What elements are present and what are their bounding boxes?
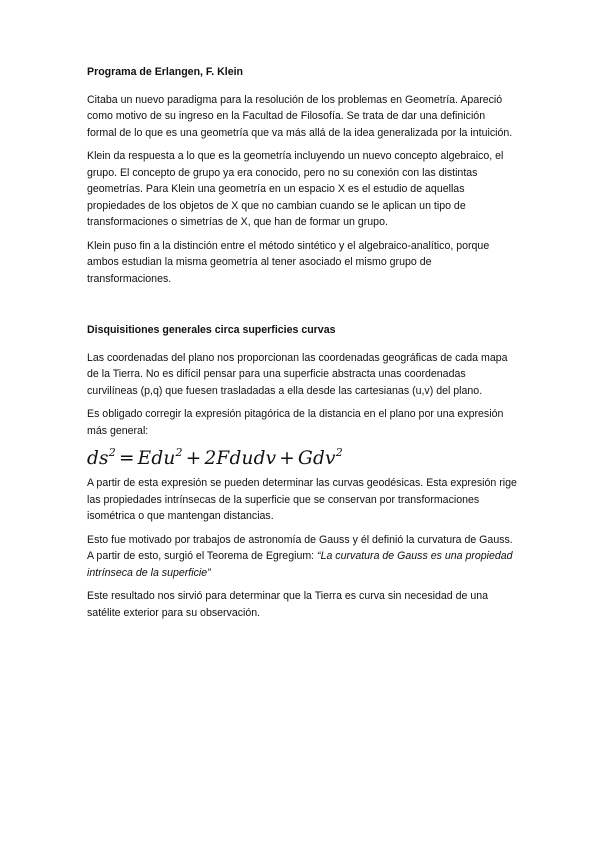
paragraph-klein-group: Klein da respuesta a lo que es la geometría incluyendo un nuevo concepto algebraico, el grupo. El concepto de grupo ya era conocido, pero no su conexión con las distintas geometrías. Para Klein una geometría en un espacio X es el estudio de aquellas propiedades de los objetos de X que no cambian cuando se le aplican un tipo de transformaciones o simetrías de X, que han de formar un grupo. bbox=[87, 150, 504, 228]
formula-equals: = bbox=[118, 448, 135, 469]
egregium-quote: “La curvatura de Gauss es una propiedad intrínseca de la superficie” bbox=[87, 550, 513, 579]
formula-exp-3: 2 bbox=[335, 446, 343, 459]
paragraph-paradigm: Citaba un nuevo paradigma para la resolución de los problemas en Geometría. Apareció como motivo de su ingreso en la Facultad de Filosofía. Se trata de dar una definición formal de lo que es una geometría que va más allá de la idea generalizada por la intuición. bbox=[87, 93, 513, 139]
formula-term-3: Gdv bbox=[298, 448, 336, 469]
paragraph-gauss-egregium bbox=[87, 532, 517, 582]
paragraph-conclusion: Este resultado nos sirvió para determinar que la Tierra es curva sin necesidad de una satélite exterior para su observación. bbox=[87, 590, 489, 619]
paragraph-coordinates: Las coordenadas del plano nos proporcionan las coordenadas geográficas de cada mapa de la Tierra. No es difícil pensar para una superficie abstracta unas coordenadas curvilíneas (p,q) que fuesen trasladadas a ella desde las cartesianas (u,v) del plano. bbox=[87, 351, 508, 397]
formula-exp-1: 2 bbox=[108, 446, 116, 459]
formula-term-2: 2Fdudv bbox=[204, 448, 277, 469]
paragraph-klein-synthesis: Klein puso fin a la distinción entre el método sintético y el algebraico-analítico, porque ambos estudian la misma geometría al tener asociado el mismo grupo de transformaciones. bbox=[87, 239, 490, 285]
formula-exp-2: 2 bbox=[175, 446, 183, 459]
section-title-erlangen: Programa de Erlangen, F. Klein bbox=[87, 66, 244, 78]
formula-plus-2: + bbox=[279, 448, 295, 469]
document-content bbox=[87, 64, 517, 628]
formula-plus-1: + bbox=[185, 448, 202, 469]
section-title-disquisitiones: Disquisitiones generales circa superficies curvas bbox=[87, 324, 336, 336]
paragraph-pythagorean: Es obligado corregir la expresión pitagórica de la distancia en el plano por una expresión más general: bbox=[87, 408, 504, 437]
formula-term-1: Edu bbox=[137, 448, 176, 469]
metric-formula bbox=[87, 446, 517, 472]
paragraph-geodesics: A partir de esta expresión se pueden determinar las curvas geodésicas. Esta expresión rige las propiedades intrínsecas de la superficie que se conservan por transformaciones isométrica o que mantengan distancias. bbox=[87, 477, 517, 522]
formula-lhs: ds bbox=[87, 448, 109, 469]
paragraph-gauss-text: Esto fue motivado por trabajos de astronomía de Gauss y él definió la curvatura de Gauss. A partir de esto, surgió el Teorema de Egregium: bbox=[87, 533, 513, 562]
